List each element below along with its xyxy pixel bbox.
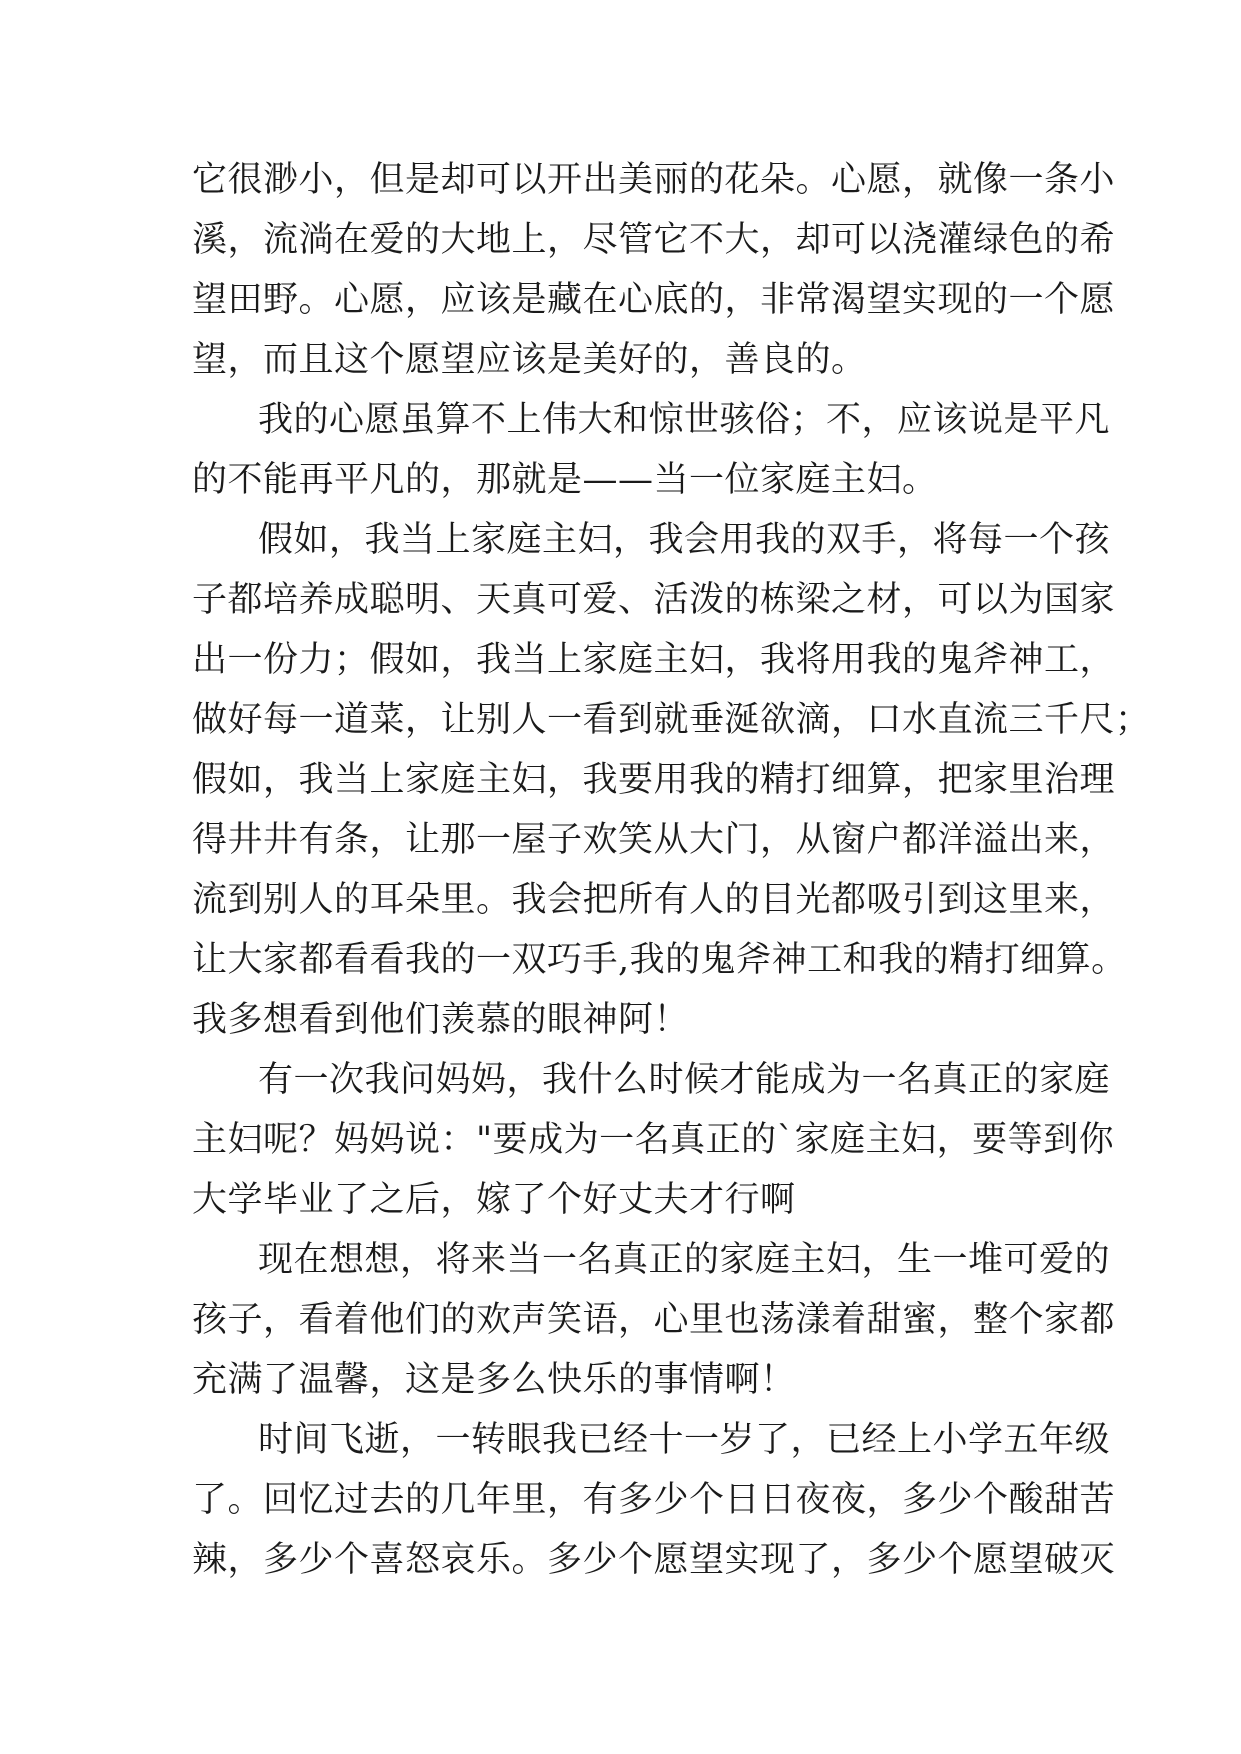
- paragraph-first-line: 我的心愿虽算不上伟大和惊世骇俗；不，应该说是平凡: [258, 400, 1111, 440]
- paragraph-first-line: 现在想想，将来当一名真正的家庭主妇，生一堆可爱的: [258, 1240, 1111, 1280]
- text-line: 了。回忆过去的几年里，有多少个日日夜夜，多少个酸甜苦: [192, 1480, 1116, 1520]
- text-line: 子都培养成聪明、天真可爱、活泼的栋梁之材，可以为国家: [192, 580, 1116, 620]
- text-line: 溪，流淌在爱的大地上，尽管它不大，却可以浇灌绿色的希: [192, 220, 1116, 260]
- text-line: 得井井有条，让那一屋子欢笑从大门，从窗户都洋溢出来，: [192, 820, 1116, 860]
- text-line: 我多想看到他们羡慕的眼神阿！: [192, 1000, 690, 1040]
- text-line: 流到别人的耳朵里。我会把所有人的目光都吸引到这里来，: [192, 880, 1116, 920]
- text-line: 望田野。心愿，应该是藏在心底的，非常渴望实现的一个愿: [192, 280, 1116, 320]
- text-line: 的不能再平凡的，那就是——当一位家庭主妇。: [192, 460, 938, 500]
- text-line: 让大家都看看我的一双巧手,我的鬼斧神工和我的精打细算。: [192, 940, 1127, 980]
- text-line: 充满了温馨，这是多么快乐的事情啊！: [192, 1360, 796, 1400]
- text-line: 做好每一道菜，让别人一看到就垂涎欲滴，口水直流三千尺；: [192, 700, 1151, 740]
- paragraph-first-line: 假如，我当上家庭主妇，我会用我的双手，将每一个孩: [258, 520, 1111, 560]
- text-line: 假如，我当上家庭主妇，我要用我的精打细算，把家里治理: [192, 760, 1116, 800]
- text-line: 望，而且这个愿望应该是美好的，善良的。: [192, 340, 867, 380]
- text-line: 出一份力；假如，我当上家庭主妇，我将用我的鬼斧神工，: [192, 640, 1116, 680]
- essay-body: [192, 150, 1151, 1590]
- text-line: 孩子，看着他们的欢声笑语，心里也荡漾着甜蜜，整个家都: [192, 1300, 1116, 1340]
- text-line: 主妇呢？妈妈说："要成为一名真正的`家庭主妇，要等到你: [192, 1120, 1115, 1160]
- paragraph-first-line: 时间飞逝，一转眼我已经十一岁了，已经上小学五年级: [258, 1420, 1111, 1460]
- text-line: 大学毕业了之后，嫁了个好丈夫才行啊: [192, 1180, 796, 1220]
- paragraph-first-line: 有一次我问妈妈，我什么时候才能成为一名真正的家庭: [258, 1060, 1111, 1100]
- text-line: 它很渺小，但是却可以开出美丽的花朵。心愿，就像一条小: [192, 160, 1116, 200]
- text-line: 辣，多少个喜怒哀乐。多少个愿望实现了，多少个愿望破灭: [192, 1540, 1116, 1580]
